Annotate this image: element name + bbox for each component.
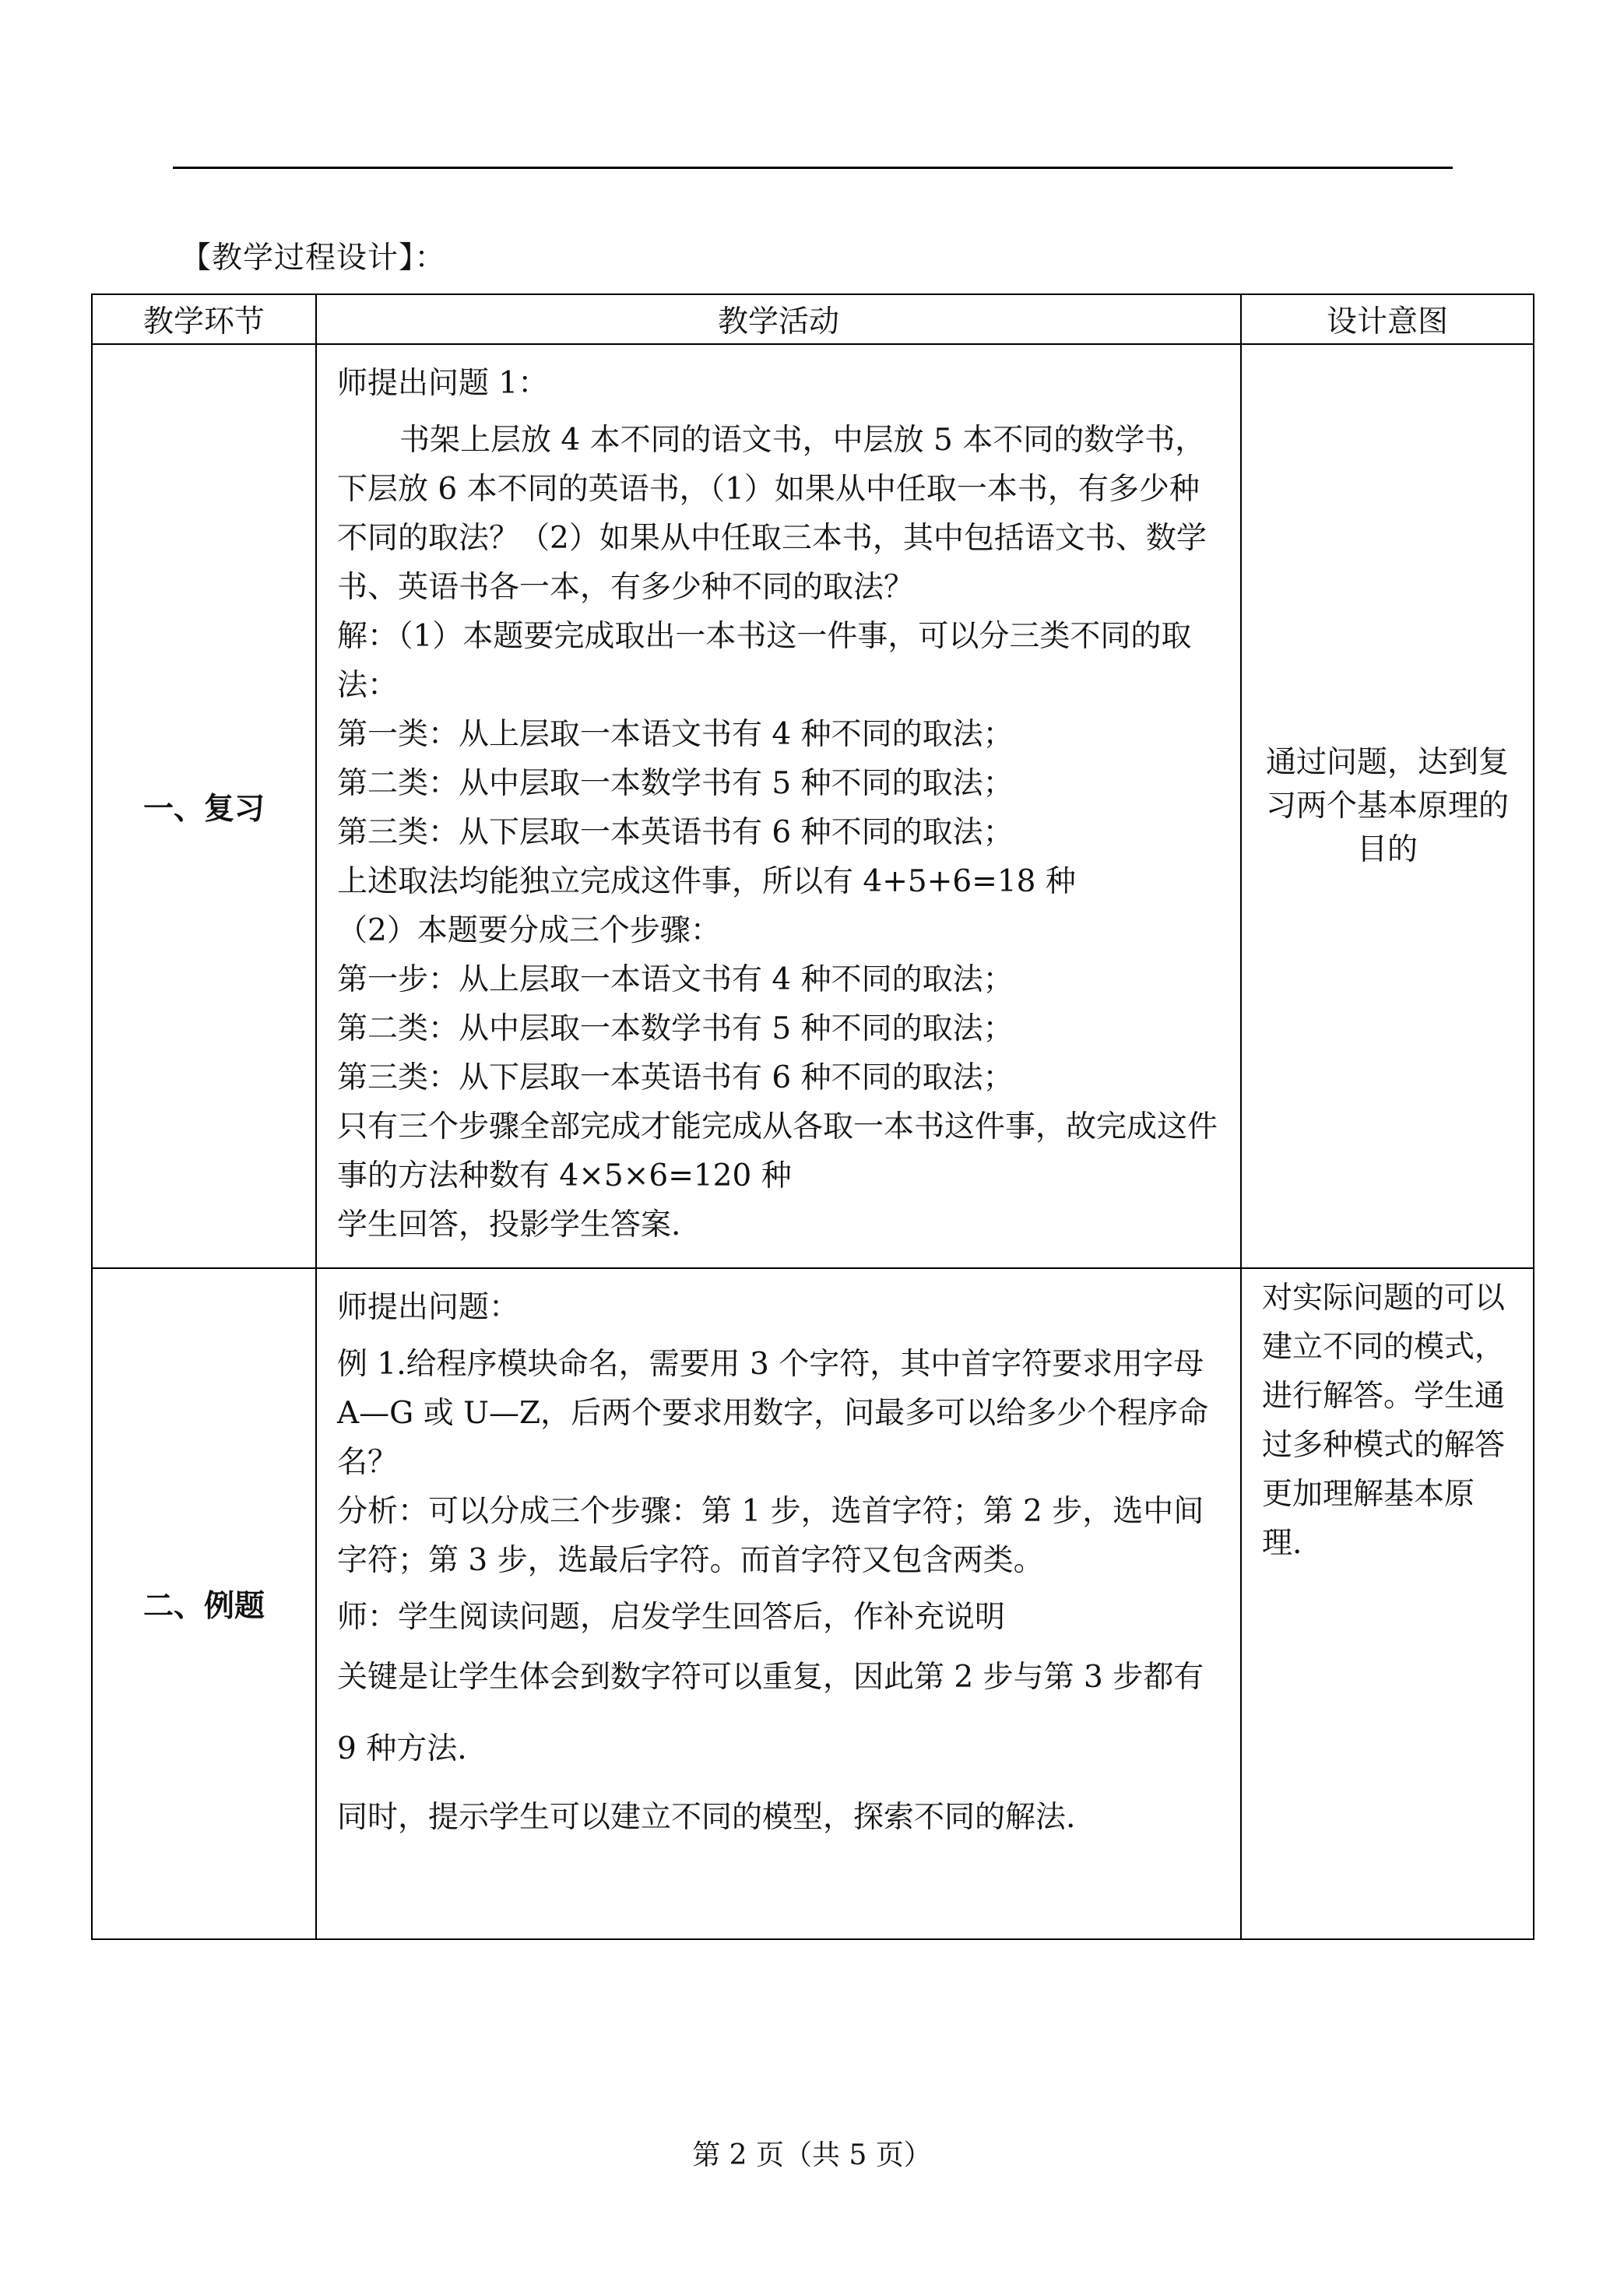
activity-line: 解：（1）本题要完成取出一本书这一件事，可以分三类不同的取法： xyxy=(337,619,1192,703)
activity-line: 同时，提示学生可以建立不同的模型，探索不同的解法. xyxy=(337,1800,1076,1835)
activity-review xyxy=(316,344,1241,1268)
activity-line: 例 1.给程序模块命名，需要用 3 个字符，其中首字符要求用字母 A—G 或 U—Z，后两个要求用数字，问最多可以给多少个程序命名？ xyxy=(337,1347,1209,1480)
table-row xyxy=(92,344,1534,1268)
activity-line: 上述取法均能独立完成这件事，所以有 4+5+6=18 种 xyxy=(337,864,1076,899)
activity-line: 第二类：从中层取一本数学书有 5 种不同的取法； xyxy=(337,766,1014,801)
activity-line: 第一类：从上层取一本语文书有 4 种不同的取法； xyxy=(337,717,1014,752)
intent-example: 对实际问题的可以建立不同的模式，进行解答。学生通过多种模式的解答更加理解基本原理. xyxy=(1241,1268,1534,1939)
activity-line: 关键是让学生体会到数字符可以重复，因此第 2 步与第 3 步都有 9 种方法. xyxy=(337,1660,1204,1766)
activity-line: （2）本题要分成三个步骤： xyxy=(337,913,721,948)
header-stage: 教学环节 xyxy=(92,294,316,344)
activity-line: 学生回答，投影学生答案. xyxy=(337,1207,681,1242)
section-title: 【教学过程设计】： xyxy=(181,241,446,276)
activity-line: 第二类：从中层取一本数学书有 5 种不同的取法； xyxy=(337,1011,1014,1046)
teaching-process-table xyxy=(91,293,1534,1940)
table-row xyxy=(92,1268,1534,1939)
activity-line: 第一步：从上层取一本语文书有 4 种不同的取法； xyxy=(337,962,1014,997)
header-rule xyxy=(173,167,1453,169)
intent-review: 通过问题，达到复习两个基本原理的目的 xyxy=(1241,344,1534,1268)
activity-line: 师提出问题： xyxy=(337,1290,520,1325)
activity-line: 师：学生阅读问题，启发学生回答后，作补充说明 xyxy=(337,1600,1006,1635)
activity-line: 第三类：从下层取一本英语书有 6 种不同的取法； xyxy=(337,815,1014,850)
activity-line: 第三类：从下层取一本英语书有 6 种不同的取法； xyxy=(337,1060,1014,1095)
activity-example xyxy=(316,1268,1241,1939)
activity-line: 只有三个步骤全部完成才能完成从各取一本书这件事，故完成这件事的方法种数有 4×5×6=120 种 xyxy=(337,1109,1218,1193)
activity-line: 分析：可以分成三个步骤：第 1 步，选首字符；第 2 步，选中间字符；第 3 步，选最后字符。而首字符又包含两类。 xyxy=(337,1494,1204,1578)
activity-line: 师提出问题 1： xyxy=(337,366,549,401)
table-header-row xyxy=(92,294,1534,344)
stage-review: 一、复习 xyxy=(92,344,316,1268)
header-activity: 教学活动 xyxy=(316,294,1241,344)
header-intent: 设计意图 xyxy=(1241,294,1534,344)
activity-line: 书架上层放 4 本不同的语文书，中层放 5 本不同的数学书，下层放 6 本不同的英语书，（1）如果从中任取一本书，有多少种不同的取法？（2）如果从中任取三本书，其中包括语文书、数学书、英语书各一本，有多少种不同的取法？ xyxy=(337,423,1207,605)
page-number: 第 2 页（共 5 页） xyxy=(692,2139,932,2171)
stage-example: 二、例题 xyxy=(92,1268,316,1939)
